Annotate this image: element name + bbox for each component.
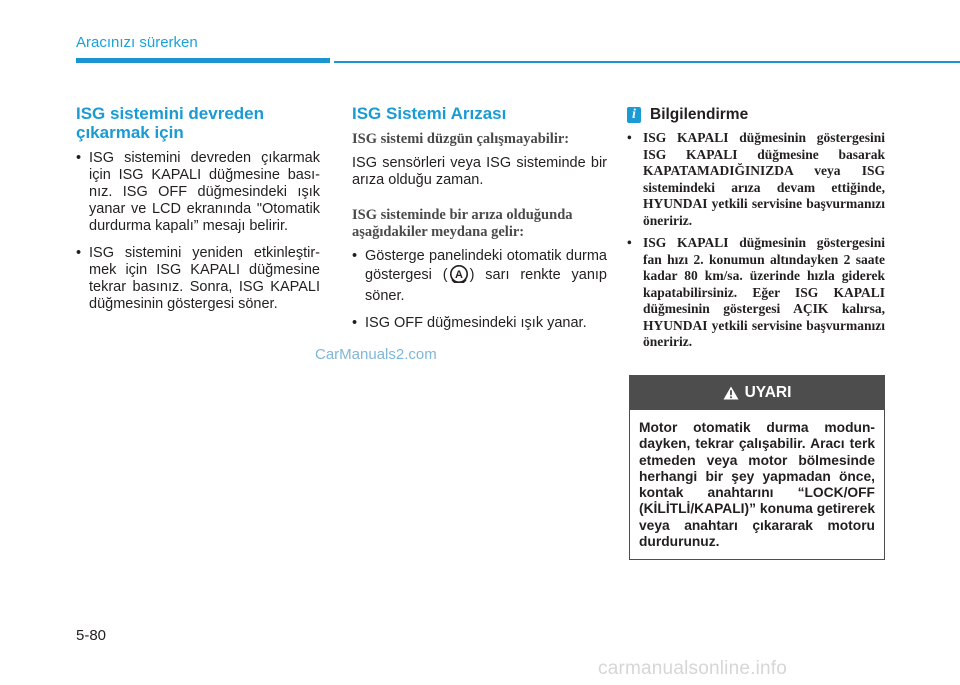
information-list: [627, 130, 885, 351]
column-disable-isg: [76, 104, 320, 323]
bullet-text-after: ) sarı renkte yanıp söner.: [365, 267, 607, 304]
warning-title-bar: [630, 376, 884, 410]
warning-box: [629, 375, 885, 560]
list-item: • ISG KAPALI düğmesinin göstergesini ISG KAPALI düğmesine basarak KAPATAMADIĞINIZDA veya ISG sistemindeki arıza devam ettiğinde, HYUNDAI yetkili servisine başvurmanızı öneririz.: [627, 130, 885, 229]
information-title: Bilgilendirme: [650, 106, 749, 123]
bullet-text-before: Gösterge panelindeki otomatik durma göstergesi (: [365, 248, 607, 283]
column-isg-malfunction: [352, 104, 607, 342]
footer-site-watermark: carmanualsonline.info: [598, 658, 788, 679]
info-icon: i: [627, 107, 641, 123]
section-header-title: Aracınızı sürerken: [76, 34, 198, 51]
header-rule-thin: [334, 61, 960, 63]
watermark-text: CarManuals2.com: [315, 346, 437, 363]
list-item: • ISG sistemini devreden çıkarmak için ISG KAPALI düğmesine basınız. ISG OFF düğmesindeki ışık yanar ve LCD ekranında "Otomatik durdurma kapalı” mesajı belirir.: [76, 150, 320, 235]
disable-isg-list: [76, 150, 320, 313]
information-header: [627, 106, 885, 124]
header-rule-thick: [76, 58, 330, 63]
warning-text: Motor otomatik durma modundayken, tekrar çalışabilir. Aracı terk etmeden veya motor bölmesinde herhangi bir şey yapmadan önce, kontak anahtarını “LOCK/OFF (KİLİTLİ/KAPALI)” konuma getirerek veya anahtarı çıkararak motoru durdurunuz.: [639, 420, 875, 550]
malfunction-effects-subheading: ISG sisteminde bir arıza olduğunda aşağıdakiler meydana gelir:: [352, 207, 573, 240]
malfunction-effects-list: [352, 248, 607, 332]
disable-isg-heading: ISG sistemini devreden çıkarmak için: [76, 104, 265, 142]
list-item: [352, 248, 607, 305]
warning-triangle-icon: [723, 386, 739, 400]
warning-title: UYARI: [744, 384, 792, 401]
auto-stop-indicator-icon: [449, 265, 469, 288]
page-number: 5-80: [76, 627, 107, 644]
svg-text:A: A: [454, 269, 463, 281]
isg-malfunction-heading: ISG Sistemi Arızası: [352, 104, 507, 123]
malfunction-subheading: ISG sistemi düzgün çalışmayabilir:: [352, 131, 570, 147]
list-item: • ISG OFF düğmesindeki ışık yanar.: [352, 315, 607, 332]
list-item: • ISG sistemini yeniden etkinleştirmek için ISG KAPALI düğmesine tekrar basınız. Sonra, ISG KAPALI düğmesinin göstergesi söner.: [76, 245, 320, 313]
column-information: [627, 104, 885, 357]
list-item: • ISG KAPALI düğmesinin göstergesini fan hızı 2. konumun altındayken 2 saate kadar 80 km/sa. üzerinde hızla giderek kapatabilirsiniz. Eğer ISG KAPALI düğmesinin göstergesi AÇIK kalırsa, HYUNDAI yetkili servisine başvurmanızı öneririz.: [627, 235, 885, 351]
malfunction-paragraph: ISG sensörleri veya ISG sisteminde bir arıza olduğu zaman.: [352, 155, 607, 188]
